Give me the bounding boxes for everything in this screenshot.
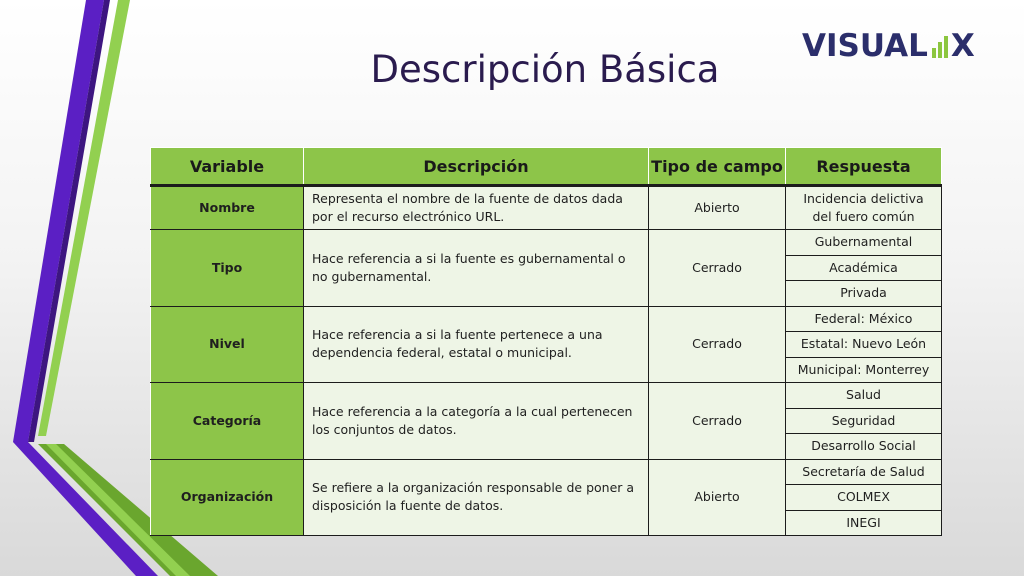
table-header-row <box>151 148 942 186</box>
cell-tipo-de-campo: Cerrado <box>649 230 786 307</box>
header-variable: Variable <box>151 148 304 186</box>
cell-respuesta: INEGI <box>786 510 942 536</box>
cell-variable: Tipo <box>151 230 304 307</box>
cell-respuesta: Salud <box>786 383 942 409</box>
cell-respuesta: Gubernamental <box>786 230 942 256</box>
cell-respuesta: Estatal: Nuevo León <box>786 332 942 358</box>
cell-respuesta: Seguridad <box>786 408 942 434</box>
cell-respuesta: COLMEX <box>786 485 942 511</box>
cell-tipo-de-campo: Abierto <box>649 459 786 536</box>
cell-descripcion: Hace referencia a la categoría a la cual pertenecen los conjuntos de datos. <box>304 383 649 460</box>
cell-tipo-de-campo: Cerrado <box>649 306 786 383</box>
cell-respuesta: Privada <box>786 281 942 307</box>
cell-variable: Nivel <box>151 306 304 383</box>
cell-tipo-de-campo: Cerrado <box>649 383 786 460</box>
slide-title: Descripción Básica <box>370 48 720 91</box>
table-row <box>151 459 942 485</box>
cell-respuesta: Académica <box>786 255 942 281</box>
table-row <box>151 383 942 409</box>
cell-respuesta: Municipal: Monterrey <box>786 357 942 383</box>
cell-descripcion: Se refiere a la organización responsable de poner a disposición la fuente de datos. <box>304 459 649 536</box>
header-tipo-de-campo: Tipo de campo <box>649 148 786 186</box>
cell-tipo-de-campo: Abierto <box>649 186 786 230</box>
cell-variable: Organización <box>151 459 304 536</box>
table-row <box>151 306 942 332</box>
cell-respuesta: Desarrollo Social <box>786 434 942 460</box>
header-descripcion: Descripción <box>304 148 649 186</box>
header-respuesta: Respuesta <box>786 148 942 186</box>
cell-respuesta: Federal: México <box>786 306 942 332</box>
logo-text-left: VISUAL <box>802 28 928 64</box>
logo-text-right: X <box>950 28 975 64</box>
cell-variable: Nombre <box>151 186 304 230</box>
cell-descripcion: Hace referencia a si la fuente pertenece a una dependencia federal, estatal o municipal. <box>304 306 649 383</box>
cell-descripcion: Representa el nombre de la fuente de datos dada por el recurso electrónico URL. <box>304 186 649 230</box>
table-row <box>151 186 942 230</box>
cell-respuesta: Incidencia delictiva del fuero común <box>786 186 942 230</box>
cell-variable: Categoría <box>151 383 304 460</box>
table-row <box>151 230 942 256</box>
table-body <box>151 186 942 536</box>
description-table <box>150 147 942 536</box>
cell-descripcion: Hace referencia a si la fuente es gubernamental o no gubernamental. <box>304 230 649 307</box>
cell-respuesta: Secretaría de Salud <box>786 459 942 485</box>
